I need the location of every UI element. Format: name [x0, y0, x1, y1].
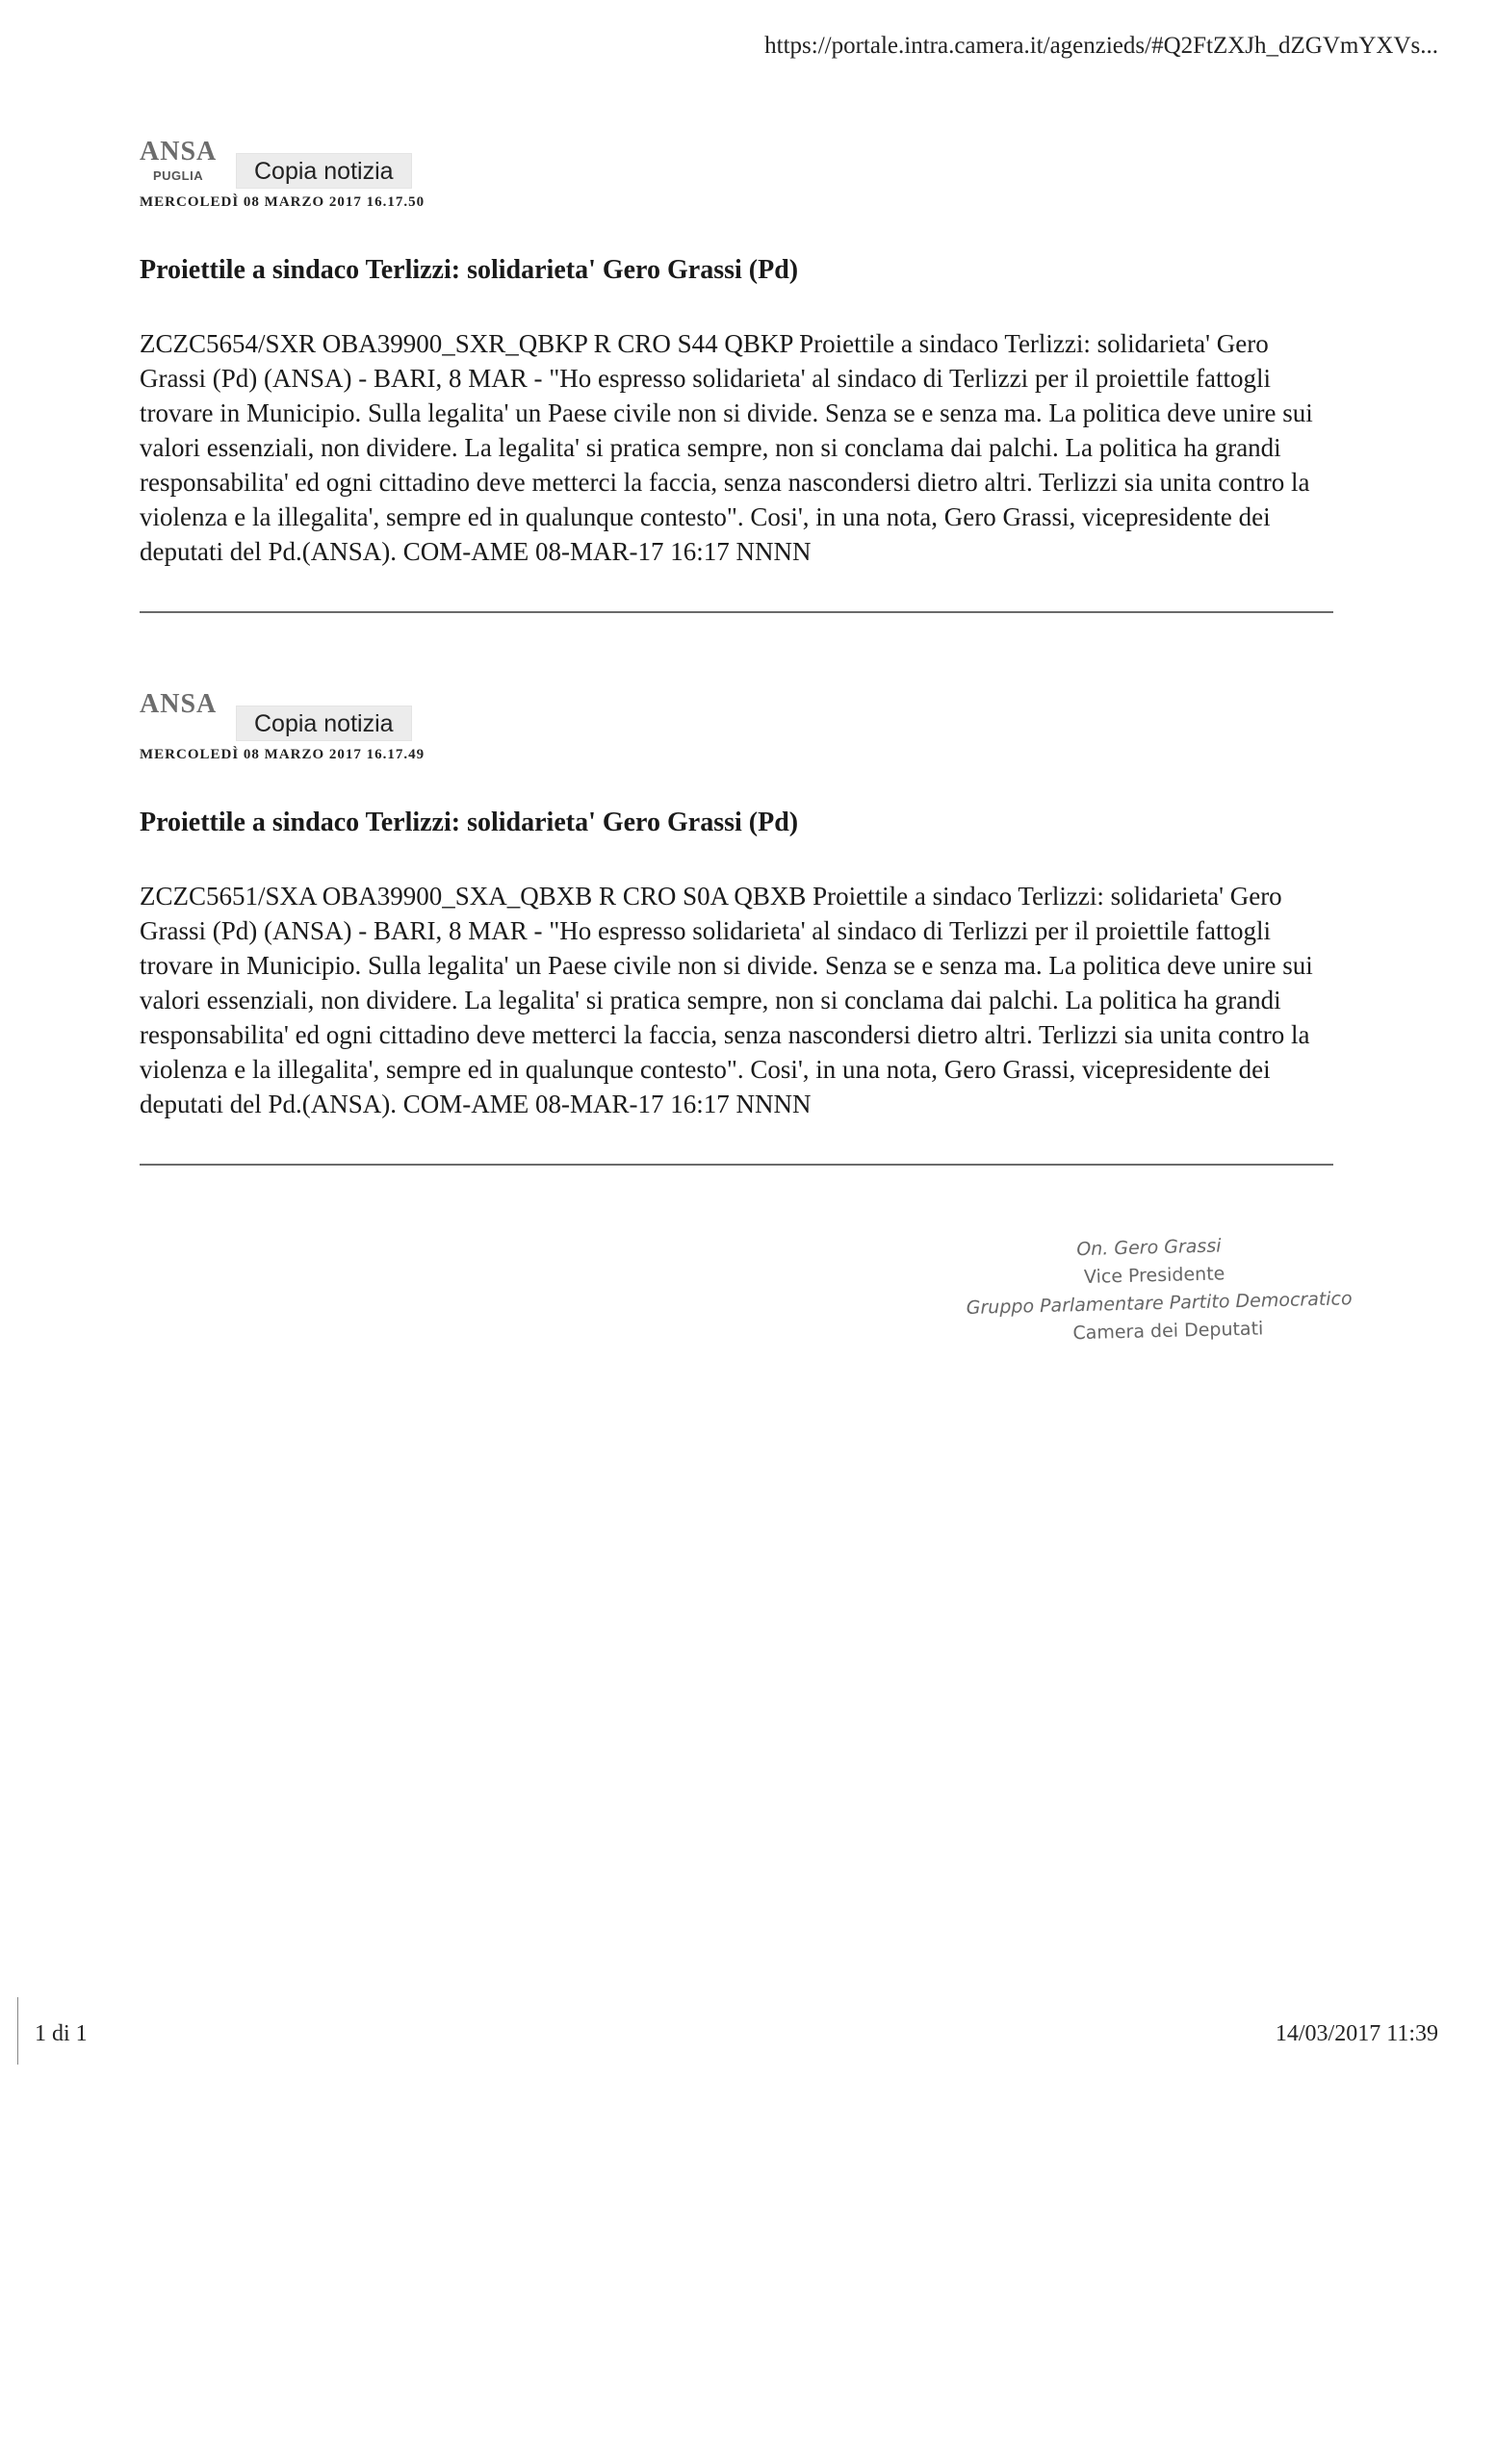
- page-count: 1 di 1: [35, 2021, 88, 2046]
- print-timestamp: 14/03/2017 11:39: [1275, 2021, 1438, 2046]
- page-url: https://portale.intra.camera.it/agenzieds/#Q2FtZXJh_dZGVmYXVs...: [764, 33, 1438, 59]
- scan-edge-line: [17, 1997, 18, 2065]
- news-timestamp: MERCOLEDÌ 08 MARZO 2017 16.17.49: [140, 747, 426, 762]
- signature-group: Gruppo Parlamentare Partito Democratico: [966, 1288, 1353, 1319]
- ansa-logo: [140, 137, 236, 191]
- copy-news-button[interactable]: Copia notizia: [236, 153, 412, 189]
- source-row: [140, 685, 1353, 743]
- news-body: ZCZC5651/SXA OBA39900_SXA_QBXB R CRO S0A QBXB Proiettile a sindaco Terlizzi: solidarieta' Gero Grassi (Pd) (ANSA) - BARI, 8 MAR - "Ho espresso solidarieta' al sindaco di Terlizzi per il proiettile fattogli trovare in Municipio. Sulla legalita' un Paese civile non si divide. Senza se e senza ma. La politica deve unire sui valori essenziali, non dividere. La legalita' si pratica sempre, non si conclama dai palchi. La politica ha grandi responsabilita' ed ogni cittadino deve metterci la faccia, senza nascondersi dietro altri. Terlizzi sia unita contro la violenza e la illegalita', sempre ed in qualunque contesto". Cosi', in una nota, Gero Grassi, vicepresidente dei deputati del Pd.(ANSA). COM-AME 08-MAR-17 16:17 NNNN: [140, 882, 1313, 1118]
- signature-role: Vice Presidente: [1083, 1263, 1225, 1288]
- news-headline: Proiettile a sindaco Terlizzi: solidarieta' Gero Grassi (Pd): [140, 808, 799, 837]
- divider: [140, 611, 1333, 613]
- copy-news-button[interactable]: Copia notizia: [236, 706, 412, 741]
- source-row: [140, 133, 1353, 191]
- signature-stamp: [924, 1228, 1408, 1351]
- signature-chamber: Camera dei Deputati: [1072, 1318, 1264, 1345]
- signature-name: On. Gero Grassi: [1076, 1235, 1222, 1261]
- ansa-logo: [140, 689, 236, 743]
- news-timestamp: MERCOLEDÌ 08 MARZO 2017 16.17.50: [140, 194, 426, 210]
- news-item: [140, 685, 1353, 1166]
- ansa-logo-text: ANSA: [140, 689, 218, 719]
- ansa-logo-region: PUGLIA: [153, 168, 204, 183]
- news-body: ZCZC5654/SXR OBA39900_SXR_QBKP R CRO S44 QBKP Proiettile a sindaco Terlizzi: solidarieta' Gero Grassi (Pd) (ANSA) - BARI, 8 MAR - "Ho espresso solidarieta' al sindaco di Terlizzi per il proiettile fattogli trovare in Municipio. Sulla legalita' un Paese civile non si divide. Senza se e senza ma. La politica deve unire sui valori essenziali, non dividere. La legalita' si pratica sempre, non si conclama dai palchi. La politica ha grandi responsabilita' ed ogni cittadino deve metterci la faccia, senza nascondersi dietro altri. Terlizzi sia unita contro la violenza e la illegalita', sempre ed in qualunque contesto". Cosi', in una nota, Gero Grassi, vicepresidente dei deputati del Pd.(ANSA). COM-AME 08-MAR-17 16:17 NNNN: [140, 329, 1313, 566]
- news-headline: Proiettile a sindaco Terlizzi: solidarieta' Gero Grassi (Pd): [140, 255, 799, 285]
- divider: [140, 1164, 1333, 1166]
- news-item: [140, 133, 1353, 613]
- ansa-logo-text: ANSA: [140, 137, 218, 167]
